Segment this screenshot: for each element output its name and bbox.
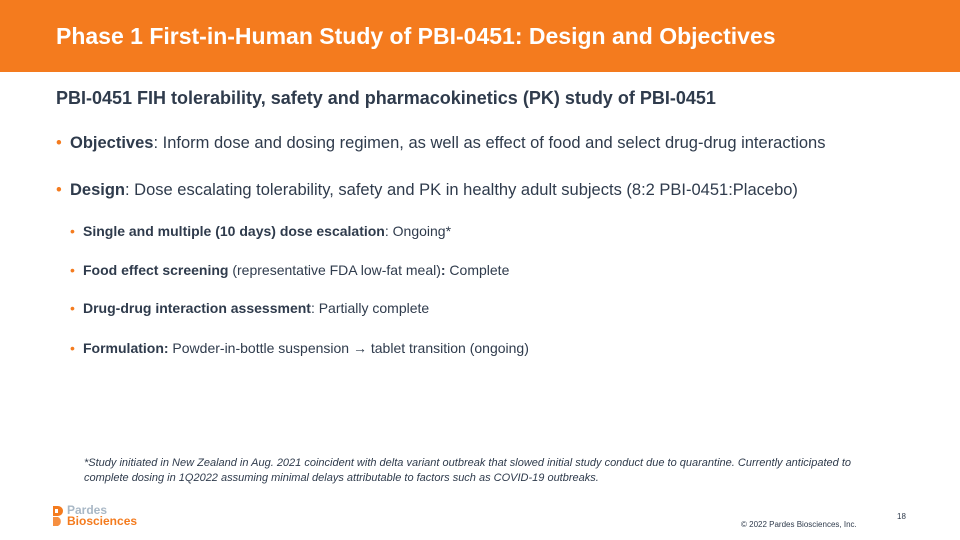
company-logo [52, 505, 137, 527]
subbullet-text: : Ongoing* [384, 223, 452, 239]
bullet-icon: • [56, 181, 62, 199]
copyright-notice: © 2022 Pardes Biosciences, Inc. [741, 520, 857, 529]
bullet-icon: • [70, 300, 75, 316]
subbullet-text: Powder-in-bottle suspension → tablet transition (ongoing) [168, 340, 529, 356]
bullet-objectives [56, 134, 825, 153]
bullet-design [56, 181, 798, 200]
logo-text-pardes: Pardes [67, 503, 108, 517]
subbullet-label: Single and multiple (10 days) dose escalation [83, 223, 385, 239]
subbullet-ddi [70, 300, 429, 316]
subbullet-text: : Partially complete [310, 300, 430, 316]
subbullet-label: Drug-drug interaction assessment [83, 300, 311, 316]
bullet-text: : Dose escalating tolerability, safety and PK in healthy adult subjects (8:2 PBI-0451:Placebo) [125, 181, 798, 199]
subbullet-food-effect [70, 262, 509, 278]
bullet-icon: • [70, 262, 75, 278]
subbullet-label: Food effect screening [83, 262, 229, 278]
page-number: 18 [897, 512, 906, 521]
title-bar [0, 0, 960, 72]
bullet-icon: • [70, 223, 75, 239]
logo-text-biosciences: Biosciences [67, 514, 138, 528]
bullet-icon: • [70, 340, 75, 356]
pardes-logo-icon [52, 505, 64, 527]
subbullet-note: (representative FDA low-fat meal) [228, 262, 441, 278]
slide-subtitle: PBI-0451 FIH tolerability, safety and pharmacokinetics (PK) study of PBI-0451 [56, 88, 716, 108]
subbullet-label: Formulation: [83, 340, 169, 356]
bullet-icon: • [56, 134, 62, 152]
bullet-label: Objectives [70, 134, 154, 152]
subbullet-text: Complete [445, 262, 510, 278]
bullet-label: Design [70, 181, 126, 199]
subbullet-colon: : [440, 262, 446, 278]
subbullet-dose-escalation [70, 223, 451, 239]
subbullet-formulation [70, 340, 529, 356]
slide-title: Phase 1 First-in-Human Study of PBI-0451: Design and Objectives [56, 23, 776, 49]
bullet-text: : Inform dose and dosing regimen, as well as effect of food and select drug-drug interactions [153, 134, 826, 152]
footnote: *Study initiated in New Zealand in Aug. 2021 coincident with delta variant outbreak that slowed initial study conduct due to quarantine. Currently anticipated to complete dosing in 1Q2022 assuming minimal delays attributable to factors such as COVID-19 outbreaks. [84, 457, 852, 484]
